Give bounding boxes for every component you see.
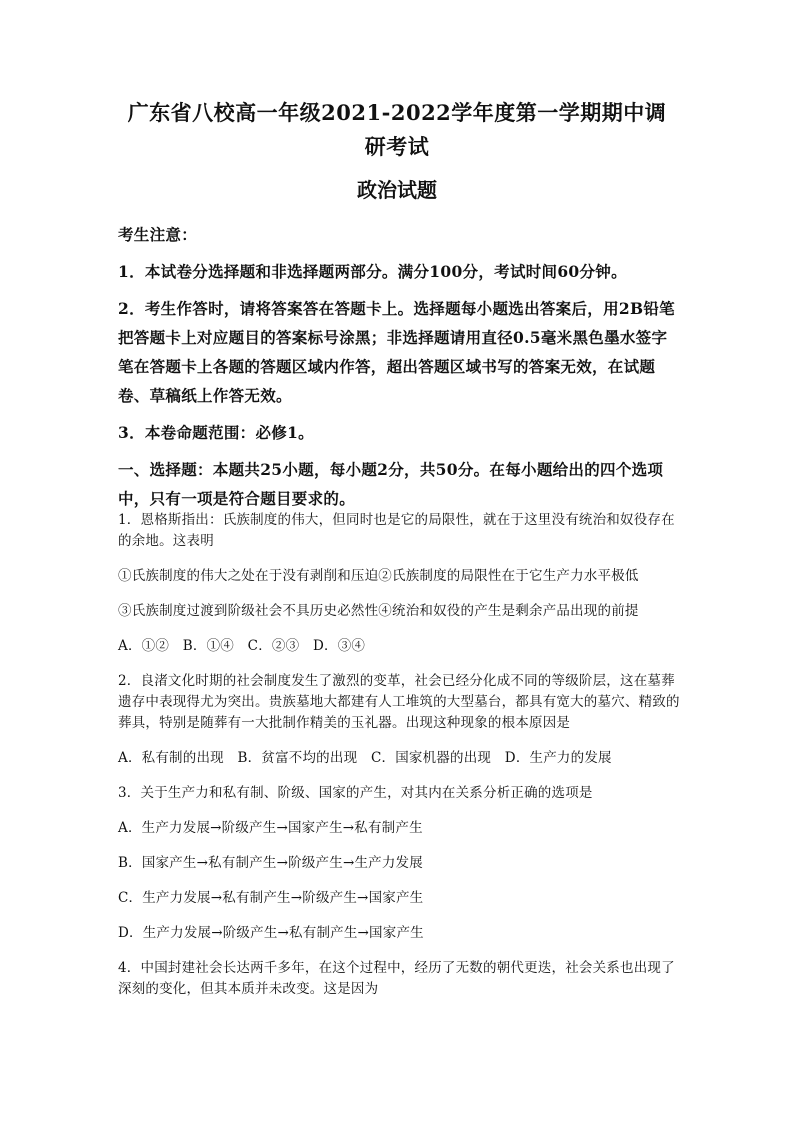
note-item: 2．考生作答时，请将答案答在答题卡上。选择题每小题选出答案后，用2B铅笔把答题卡上对应题目的答案标号涂黑；非选择题请用直径0.5毫米黑色墨水签字笔在答题卡上各题的答题区域内作答，超出答题区域书写的答案无效，在试题卷、草稿纸上作答无效。 (118, 299, 675, 405)
section-heading: 一、选择题：本题共25小题，每小题2分，共50分。在每小题给出的四个选项中，只有一项是符合题目要求的。 (118, 460, 664, 508)
question-option: ③氏族制度过渡到阶级社会不具历史必然性④统治和奴役的产生是剩余产品出现的前提 (118, 603, 639, 619)
question-choice: C．生产力发展→私有制产生→阶级产生→国家产生 (118, 890, 424, 906)
question-choice: A．生产力发展→阶级产生→国家产生→私有制产生 (118, 820, 423, 836)
question-text: 4．中国封建社会长达两千多年，在这个过程中，经历了无数的朝代更迭，社会关系也出现了深刻的变化，但其本质并未改变。这是因为 (118, 960, 675, 997)
note-item: 3．本卷命题范围：必修1。 (118, 423, 314, 442)
question-list (118, 510, 682, 1014)
question-choices: A．①② B．①④ C．②③ D．③④ (118, 638, 366, 654)
candidate-notes (118, 220, 682, 521)
question-text: 1．恩格斯指出：氏族制度的伟大，但同时也是它的局限性，就在于这里没有统治和奴役存在的余地。这表明 (118, 512, 675, 549)
note-item: 1．本试卷分选择题和非选择题两部分。满分100分，考试时间60分钟。 (118, 262, 627, 281)
question-option: ①氏族制度的伟大之处在于没有剥削和压迫②氏族制度的局限性在于它生产力水平极低 (118, 568, 639, 584)
notes-heading: 考生注意： (118, 225, 198, 244)
question-choices: A．私有制的出现 B．贫富不均的出现 C．国家机器的出现 D．生产力的发展 (118, 750, 612, 766)
question-choice: B．国家产生→私有制产生→阶级产生→生产力发展 (118, 855, 423, 871)
exam-subtitle: 政治试题 (357, 178, 437, 202)
question-text: 3．关于生产力和私有制、阶级、国家的产生，对其内在关系分析正确的选项是 (118, 785, 593, 801)
exam-title: 广东省八校高一年级2021-2022学年度第一学期期中调研考试 (127, 100, 667, 159)
question-choice: D．生产力发展→阶级产生→私有制产生→国家产生 (118, 925, 424, 941)
question-text: 2．良渚文化时期的社会制度发生了激烈的变革，社会已经分化成不同的等级阶层，这在墓葬遗存中表现得尤为突出。贵族墓地大都建有人工堆筑的大型墓台，都具有宽大的墓穴、精致的葬具，特别是随葬有一大批制作精美的玉礼器。出现这种现象的根本原因是 (118, 673, 680, 731)
